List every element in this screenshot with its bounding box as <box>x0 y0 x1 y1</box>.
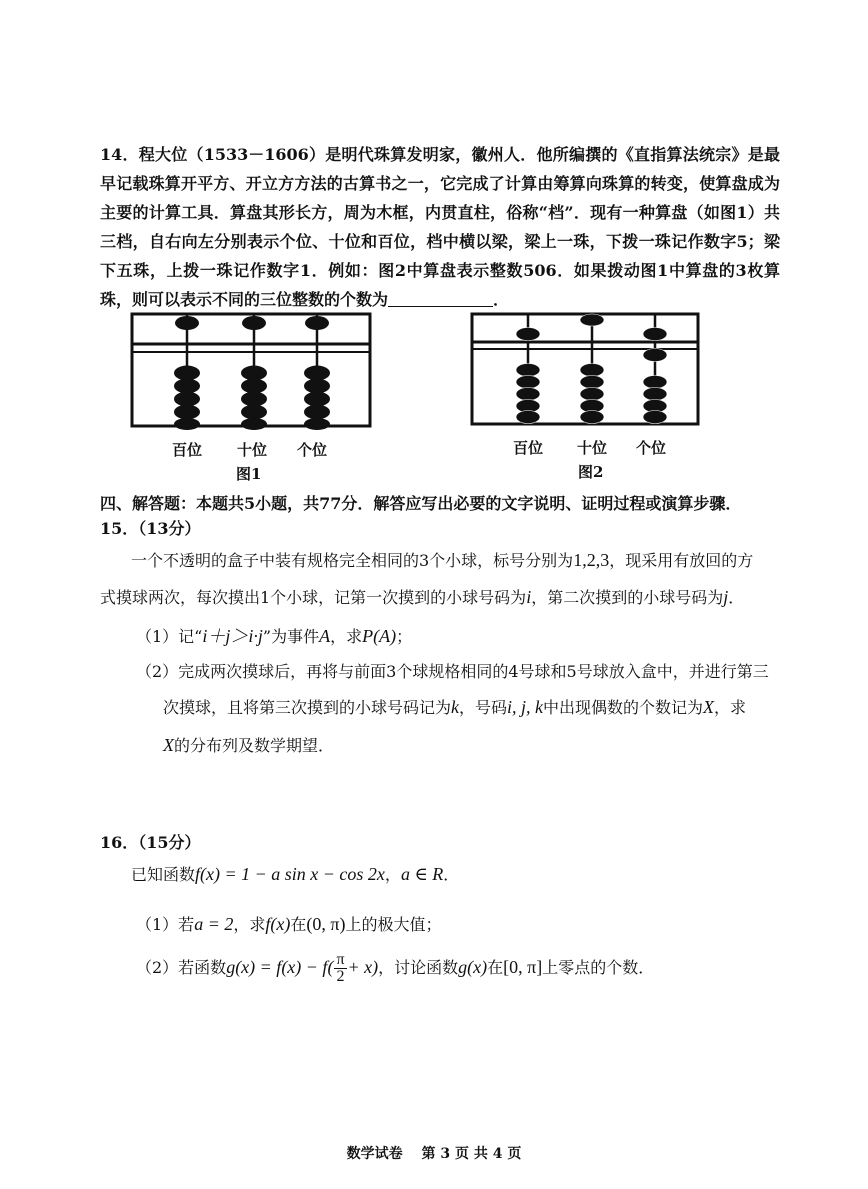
q16-line-1: 已知函数f(x) = 1 − a sin x − cos 2x，a ∈ R． <box>131 864 460 884</box>
fig2-label-hundreds: 百位 <box>513 439 544 457</box>
abacus-1-drawing <box>130 312 372 432</box>
q15-part-2-line-1: （2）完成两次摸球后，再将与前面3个球规格相同的4号球和5号球放入盒中，并进行第三 <box>136 662 769 681</box>
figure-2-caption: 图2 <box>578 463 604 481</box>
question-15-number: 15．（13分） <box>100 519 201 538</box>
abacus-2-drawing <box>470 312 700 427</box>
fig1-label-ones: 个位 <box>297 441 328 459</box>
q15-line-1: 一个不透明的盒子中装有规格完全相同的3个小球，标号分别为1,2,3，现采用有放回的方 <box>131 550 754 570</box>
fig2-label-tens: 十位 <box>577 439 608 457</box>
abacus-figure-1 <box>130 312 372 432</box>
q15-part-2-line-2: 次摸球，且将第三次摸到的小球号码记为k，号码i, j, k中出现偶数的个数记为X，求 <box>163 697 747 717</box>
answer-blank[interactable] <box>388 288 493 307</box>
figure-1-caption: 图1 <box>236 465 262 483</box>
fig1-label-tens: 十位 <box>237 441 268 459</box>
q16-part-2: （2）若函数g(x) = f(x) − f( $\frac{\pi}{2}$ + x)，讨论函数g(x)在[0, π]上零点的个数． <box>136 951 655 985</box>
abacus-figure-2 <box>470 312 700 427</box>
q15-part-2-line-3: X的分布列及数学期望． <box>163 735 335 755</box>
q16-part-1: （1）若a = 2，求f(x)在(0, π)上的极大值； <box>136 914 442 934</box>
question-14-text: 14．程大位（1533－1606）是明代珠算发明家，徽州人．他所编撰的《直指算法统宗》是最早记载珠算开平方、开立方方法的古算书之一，它完成了计算由筹算向珠算的转变，使算盘成为主要的计算工具．算盘其形长方，周为木框，内贯直柱，俗称“档”．现有一种算盘（如图1）共三档，自右向左分别表示个位、十位和百位，档中横以梁，梁上一珠，下拨一珠记作数字5；梁下五珠，上拨一珠记作数字1．例如：图2中算盘表示整数506．如果拨动图1中算盘的3枚算珠，则可以表示不同的三位整数的个数为 <box>100 145 780 309</box>
question-16-number: 16．（15分） <box>100 833 201 852</box>
question-14: 14．程大位（1533－1606）是明代珠算发明家，徽州人．他所编撰的《直指算法统宗》是最早记载珠算开平方、开立方方法的古算书之一，它完成了计算由筹算向珠算的转变，使算盘成为主要的计算工具．算盘其形长方，周为木框，内贯直柱，俗称“档”．现有一种算盘（如图1）共三档，自右向左分别表示个位、十位和百位，档中横以梁，梁上一珠，下拨一珠记作数字5；梁下五珠，上拨一珠记作数字1．例如：图2中算盘表示整数506．如果拨动图1中算盘的3枚算珠，则可以表示不同的三位整数的个数为 ． <box>100 145 780 309</box>
pi-over-2-fraction: $\frac{\pi}{2}$ <box>336 951 345 985</box>
section-4-heading: 四、解答题：本题共5小题，共77分．解答应写出必要的文字说明、证明过程或演算步骤． <box>100 494 742 513</box>
fig2-label-ones: 个位 <box>636 439 667 457</box>
page-footer: 数学试卷 第 3 页 共 4 页 <box>346 1146 522 1162</box>
q15-part-1: （1）记“i＋j＞i·j”为事件A，求P(A)； <box>136 626 413 646</box>
q15-line-2: 式摸球两次，每次摸出1个小球，记第一次摸到的小球号码为i，第二次摸到的小球号码为j． <box>100 587 745 607</box>
fig1-label-hundreds: 百位 <box>172 441 203 459</box>
